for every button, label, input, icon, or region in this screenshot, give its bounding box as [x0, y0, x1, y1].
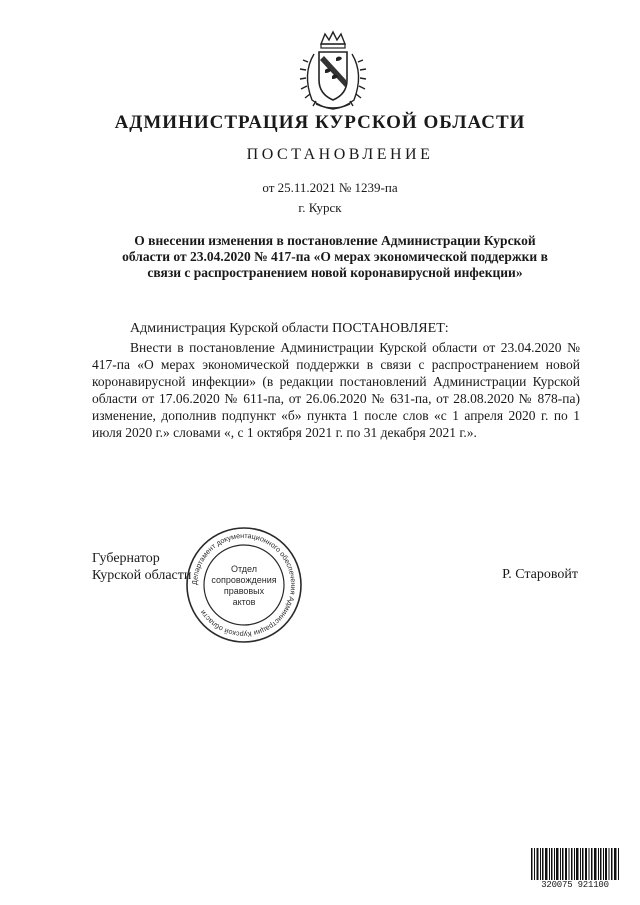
stamp-line-2: сопровождения: [211, 575, 277, 585]
official-stamp: [184, 525, 304, 645]
barcode-number: 320075 921100: [541, 880, 609, 890]
body-paragraph: Внести в постановление Администрации Курской области от 23.04.2020 № 417-па «О мерах экономической поддержки в связи с распространением новой коронавирусной инфекции» (в редакции постановлений Администрации Курской области от 17.06.2020 № 611-па, от 26.06.2020 № 631-па, от 28.08.2020 № 878-па) изменение, дополнив подпункт «б» пункта 1 после слов «с 1 апреля 2020 г. по 1 июля 2020 г.» словами «, с 1 октября 2021 г. по 31 декабря 2021 г.».: [92, 340, 580, 440]
signer-position: [92, 550, 191, 584]
stamp-inner-ring: [204, 545, 284, 625]
stamp-line-4: актов: [232, 597, 256, 607]
stamp-line-1: Отдел: [230, 564, 258, 574]
signer-position-line1: Губернатор: [92, 551, 160, 566]
signer-name: Р. Старовойт: [502, 567, 578, 582]
preamble: Администрация Курской области ПОСТАНОВЛЯЕТ:: [130, 321, 449, 336]
document-subject: О внесении изменения в постановление Администрации Курской области от 23.04.2020 № 417-па «О мерах экономической поддержки в связи с распространением новой коронавирусной инфекции»: [122, 233, 548, 280]
document-city: г. Курск: [298, 200, 342, 215]
org-title: АДМИНИСТРАЦИЯ КУРСКОЙ ОБЛАСТИ: [114, 112, 526, 133]
coat-of-arms-icon: [294, 30, 372, 112]
stamp-ring-text: Департамент документационного обеспечения Администрации Курской области: [189, 530, 299, 640]
stamp-line-3: правовых: [223, 586, 265, 596]
document-type: ПОСТАНОВЛЕНИЕ: [246, 146, 434, 163]
signer-position-line2: Курской области: [92, 568, 192, 583]
barcode: [530, 848, 620, 884]
document-date-number: от 25.11.2021 № 1239-па: [262, 180, 398, 195]
